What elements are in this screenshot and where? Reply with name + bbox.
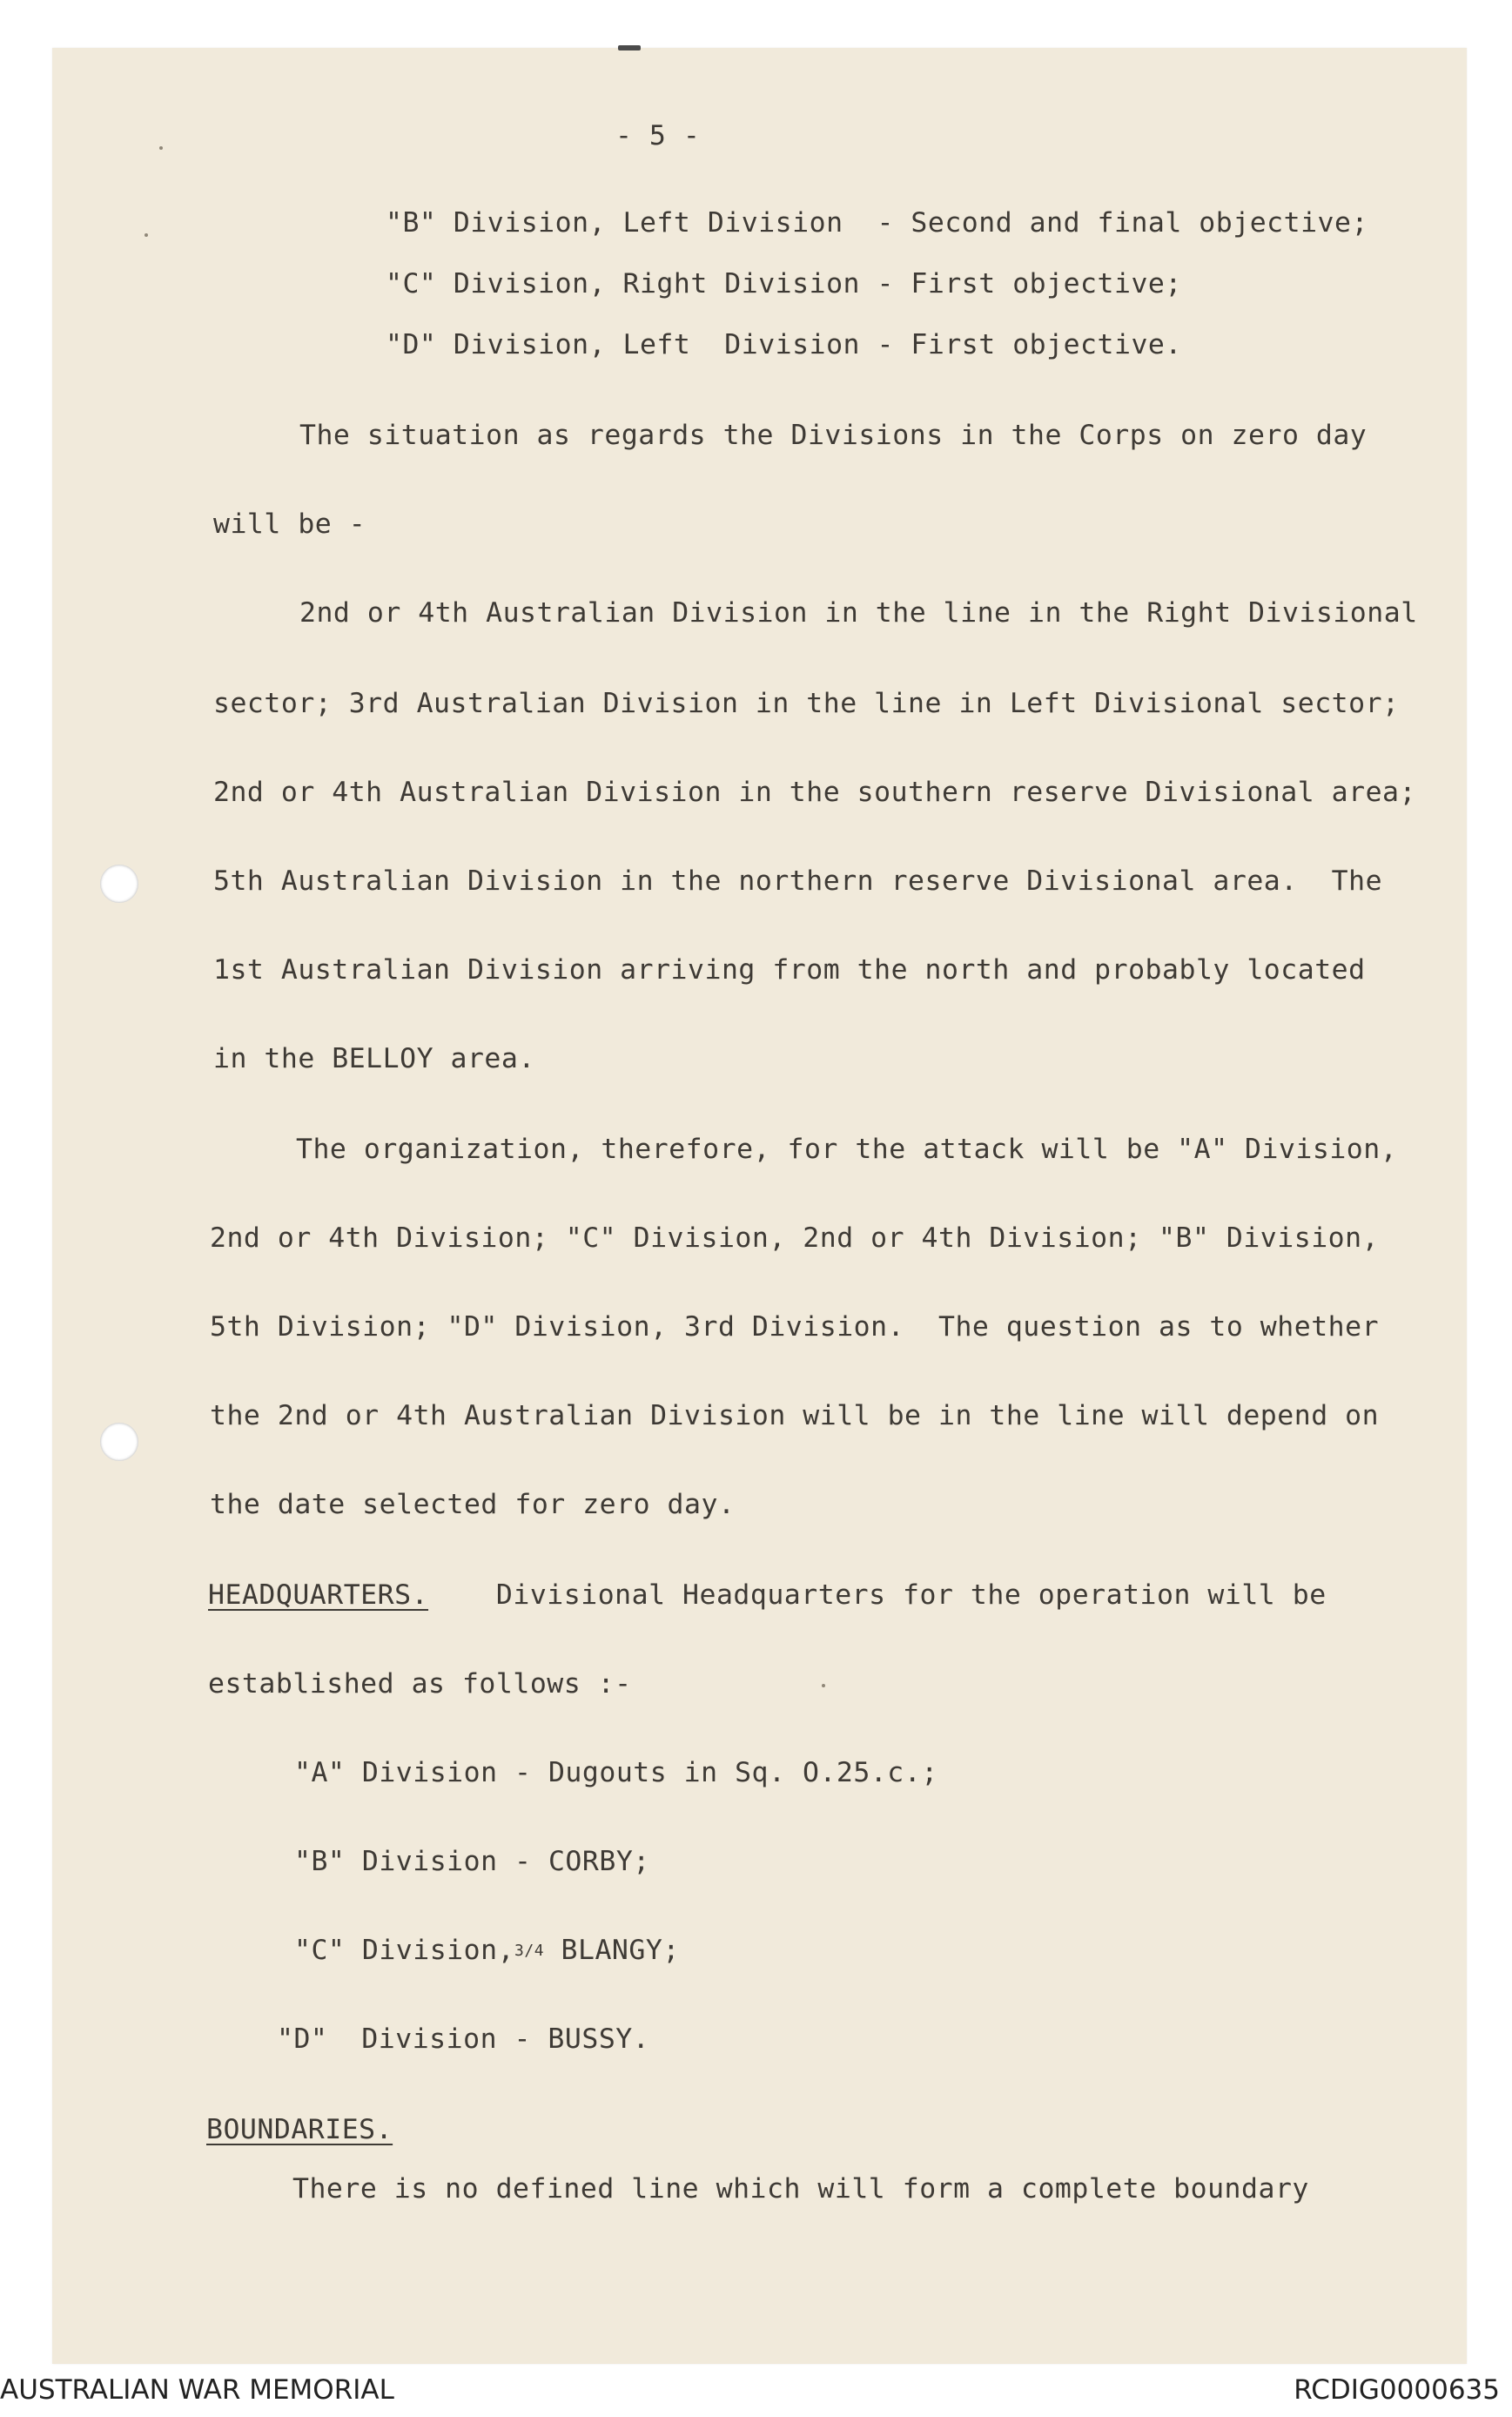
paragraph-line: 2nd or 4th Australian Division in the southern reserve Divisional area; <box>213 777 1416 808</box>
paragraph-line: the date selected for zero day. <box>210 1489 736 1520</box>
punch-hole <box>100 1423 138 1461</box>
paper-speck <box>159 146 163 150</box>
punch-hole <box>100 865 138 903</box>
handwritten-fraction: 3/4 <box>514 1942 545 1960</box>
paper-speck <box>144 233 148 237</box>
objective-line: "C" Division, Right Division - First objective; <box>386 268 1182 300</box>
paragraph-line: sector; 3rd Australian Division in the line in Left Divisional sector; <box>213 688 1400 719</box>
scan-mark <box>618 45 641 50</box>
paragraph-line: Divisional Headquarters for the operation will be <box>428 1579 1327 1611</box>
paragraph-line: The organization, therefore, for the attack will be "A" Division, <box>296 1134 1398 1165</box>
paragraph-line: the 2nd or 4th Australian Division will be in the line will depend on <box>210 1400 1380 1431</box>
page-number: - 5 - <box>615 120 701 151</box>
paragraph-line: 1st Australian Division arriving from the north and probably located <box>213 954 1366 986</box>
paragraph-line: established as follows :- <box>208 1668 632 1700</box>
paragraph-line: 2nd or 4th Division; "C" Division, 2nd or 4th Division; "B" Division, <box>210 1222 1380 1254</box>
paragraph-line: will be - <box>213 508 366 540</box>
headquarters-paragraph <box>208 1578 1327 1612</box>
section-heading-headquarters: HEADQUARTERS. <box>208 1579 429 1611</box>
hq-list-item: "D" Division - BUSSY. <box>277 2023 650 2055</box>
document-page <box>52 48 1467 2364</box>
section-heading-boundaries: BOUNDARIES. <box>206 2114 393 2145</box>
paragraph-line: There is no defined line which will form a complete boundary <box>292 2173 1309 2205</box>
objective-line: "B" Division, Left Division - Second and final objective; <box>386 207 1368 239</box>
footer-record-id: RCDIG0000635 <box>1294 2374 1500 2406</box>
hq-list-item: "B" Division - CORBY; <box>294 1846 650 1877</box>
hq-list-item: "A" Division - Dugouts in Sq. O.25.c.; <box>294 1757 938 1788</box>
paper-speck <box>822 1684 825 1687</box>
paragraph-line: 5th Division; "D" Division, 3rd Division. The question as to whether <box>210 1311 1380 1343</box>
paragraph-line: The situation as regards the Divisions in the Corps on zero day <box>299 420 1368 451</box>
paragraph-line: 5th Australian Division in the northern reserve Divisional area. The <box>213 865 1383 897</box>
footer-archive-name: AUSTRALIAN WAR MEMORIAL <box>0 2374 394 2406</box>
hq-list-item: "C" Division,3/4 BLANGY; <box>294 1935 680 1966</box>
paragraph-line: 2nd or 4th Australian Division in the line in the Right Divisional <box>299 597 1418 629</box>
paragraph-line: in the BELLOY area. <box>213 1043 535 1074</box>
objective-line: "D" Division, Left Division - First objective. <box>386 329 1182 360</box>
